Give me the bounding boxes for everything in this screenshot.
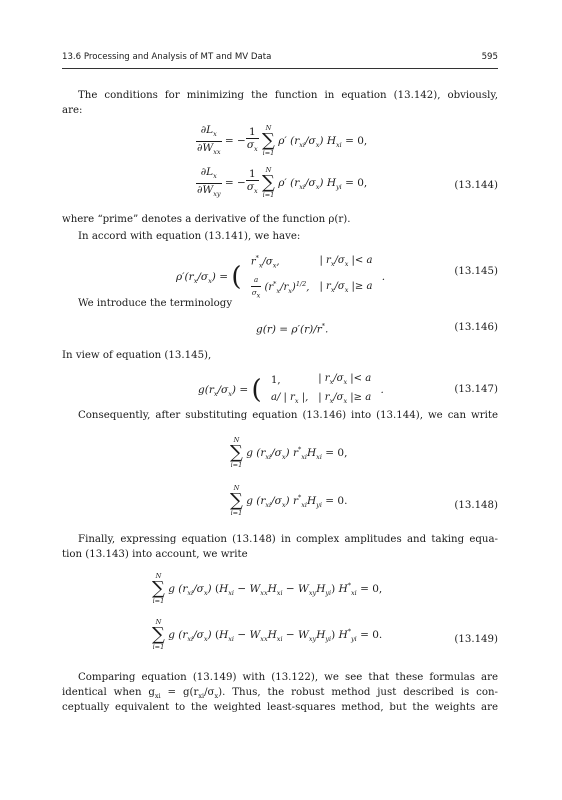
equation-13-145: $\rho'(r_x/\sigma_x)$ = ( $r^*_x/\sigma_x$, | $r_x/\sigma_x$ |< a $\frac{a}{\sigma_x}$ $(r^*_x/r_x)^{1/2}$, | $r_x/\sigma_x$ |≥ a . — [176, 254, 386, 300]
header-rule — [62, 68, 498, 69]
page-number: 595 — [481, 52, 498, 62]
paragraph-prime: where “prime” denotes a derivative of the function ρ(r). — [62, 214, 351, 225]
paragraph-comparing-cont1: identical when $g_{xi} = g(r_{xi}/\sigma_x)$. Thus, the robust method just described is con- — [62, 687, 498, 701]
paragraph-comparing: Comparing equation (13.149) with (13.122), we see that these formulas are — [78, 672, 498, 683]
eqno-13-149: (13.149) — [454, 634, 498, 645]
eqno-13-144: (13.144) — [454, 180, 498, 191]
equation-13-147: $g(r_x/\sigma_x)$ = ( 1, | $r_x/\sigma_x$ |< a a/ | $r_x$ |, | $r_x/\sigma_x$ |≥ a . — [198, 373, 384, 405]
paragraph-view: In view of equation (13.145), — [62, 350, 212, 361]
paragraph-accord: In accord with equation (13.141), we have: — [78, 231, 301, 242]
eqno-13-146: (13.146) — [454, 322, 498, 333]
section-title: 13.6 Processing and Analysis of MT and MV Data — [62, 52, 272, 62]
paragraph-finally-cont: tion (13.143) into account, we write — [62, 549, 248, 560]
equation-13-148-line1: N ∑ i=1 g $(r_{xi}/\sigma_x) r^*_{xi}H_{xi} = 0$, — [230, 436, 348, 469]
equation-13-149-line1: N ∑ i=1 g $(r_{xi}/\sigma_x) (H_{xi} - W_{xx}H_{xi} - W_{xy}H_{yi}) H^*_{xi} = 0$, — [152, 572, 383, 605]
paragraph-comparing-cont2: ceptually equivalent to the weighted least-squares method, but the weights are — [62, 702, 498, 713]
paragraph-consequently: Consequently, after substituting equation (13.146) into (13.144), we can write — [78, 410, 498, 421]
equation-13-148-line2: N ∑ i=1 g $(r_{xi}/\sigma_x) r^*_{xi}H_{yi} = 0$. — [230, 484, 348, 517]
running-header — [62, 52, 498, 68]
equation-13-144-line1: $\frac{\partial L_x}{\partial W_{xx}}$ = − $\frac{1}{\sigma_x}$ N ∑ i=1 ρ′ $(r_{xi}/\sigma_x) H_{xi} = 0$, — [197, 124, 368, 157]
equation-13-149-line2: N ∑ i=1 g $(r_{xi}/\sigma_x) (H_{xi} - W_{xx}H_{xi} - W_{xy}H_{yi}) H^*_{yi} = 0$. — [152, 618, 383, 651]
eqno-13-147: (13.147) — [454, 384, 498, 395]
paragraph-terminology: We introduce the terminology — [78, 298, 233, 309]
equation-13-146: g(r) = ρ′(r)/r*. — [256, 322, 329, 336]
paragraph-finally: Finally, expressing equation (13.148) in complex amplitudes and taking equa- — [78, 534, 498, 545]
paragraph-intro: The conditions for minimizing the function in equation (13.142), obviously, — [78, 90, 498, 101]
equation-13-144-line2: $\frac{\partial L_x}{\partial W_{xy}}$ = − $\frac{1}{\sigma_x}$ N ∑ i=1 ρ′ $(r_{xi}/\sigma_x) H_{yi} = 0$, — [197, 166, 368, 199]
paragraph-intro-cont: are: — [62, 105, 83, 116]
eqno-13-145: (13.145) — [454, 266, 498, 277]
eqno-13-148: (13.148) — [454, 500, 498, 511]
